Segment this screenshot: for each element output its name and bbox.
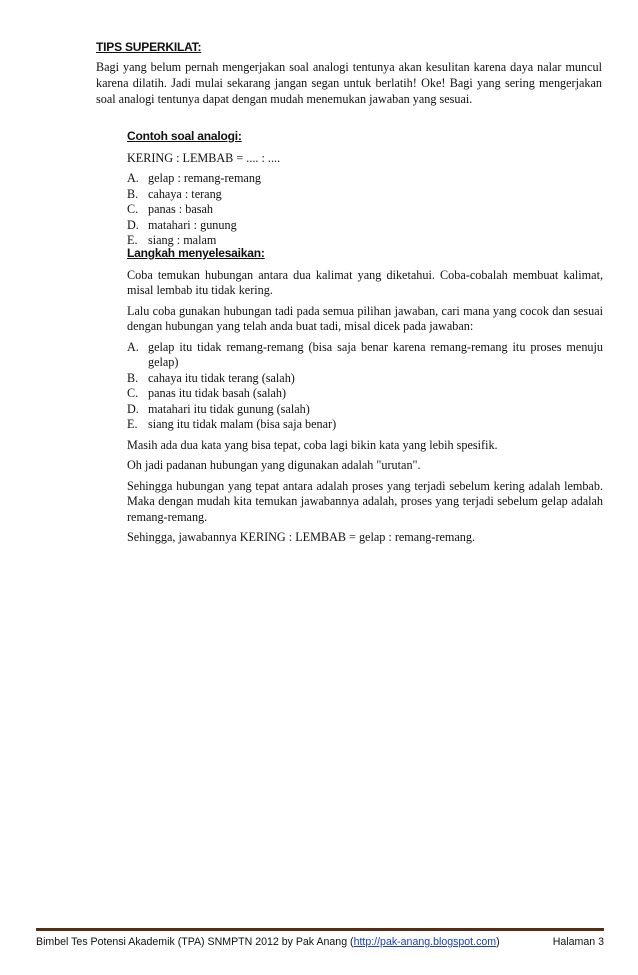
footer-credit <box>36 936 500 948</box>
solution-paragraph: Masih ada dua kata yang bisa tepat, coba lagi bikin kata yang lebih spesifik. <box>127 437 498 452</box>
check-letter: B. <box>127 370 139 385</box>
check-item <box>127 340 603 371</box>
footer-text-end: ) <box>496 936 500 948</box>
option-list <box>127 171 603 249</box>
option-item <box>127 202 603 218</box>
check-item <box>127 402 603 418</box>
solution-block <box>127 246 603 546</box>
check-letter: D. <box>127 401 139 416</box>
check-item <box>127 371 603 387</box>
check-text: panas itu tidak basah (salah) <box>148 386 287 400</box>
solution-paragraph: Lalu coba gunakan hubungan tadi pada semua pilihan jawaban, cari mana yang cocok dan sesuai dengan hubungan yang telah anda buat tadi, misal dicek pada jawaban: <box>127 303 603 333</box>
footer-text: Bimbel Tes Potensi Akademik (TPA) SNMPTN 2012 by Pak Anang ( <box>36 936 354 948</box>
example-title: Contoh soal analogi: <box>127 129 242 143</box>
solution-answer: Sehingga, jawabannya KERING : LEMBAB = gelap : remang-remang. <box>127 530 476 544</box>
option-letter: C. <box>127 202 139 216</box>
check-letter: E. <box>127 417 138 431</box>
option-letter: A. <box>127 171 139 185</box>
option-letter: D. <box>127 217 139 232</box>
option-letter: E. <box>127 233 138 247</box>
section-heading: TIPS SUPERKILAT: <box>96 40 202 54</box>
footer-link[interactable]: http://pak-anang.blogspot.com <box>353 936 497 948</box>
option-text: gelap : remang-remang <box>148 171 262 185</box>
option-text: panas : basah <box>148 202 213 216</box>
intro-paragraph: Bagi yang belum pernah mengerjakan soal analogi tentunya akan kesulitan karena daya nalar muncul karena dilatih. Jadi mulai sekarang jangan segan untuk berlatih! Oke! Bagi yang sering mengerjakan soal analogi tentunya dapat dengan mudah menemukan jawaban yang sesuai. <box>96 60 602 106</box>
example-block <box>127 129 603 249</box>
footer-divider <box>36 928 604 931</box>
check-text: gelap itu tidak remang-remang (bisa saja benar karena remang-remang itu proses menuju gelap) <box>148 339 603 369</box>
option-text: matahari : gunung <box>148 217 237 232</box>
solution-paragraph: Oh jadi padanan hubungan yang digunakan adalah "urutan". <box>127 458 421 472</box>
option-text: cahaya : terang <box>148 186 222 201</box>
page-footer <box>36 936 604 948</box>
check-list <box>127 340 603 433</box>
solution-paragraph: Sehingga hubungan yang tepat antara adalah proses yang terjadi sebelum kering adalah lembab. Maka dengan mudah kita temukan jawabannya adalah, proses yang terjadi sebelum gelap adalah remang-remang. <box>127 478 603 524</box>
solution-paragraph: Coba temukan hubungan antara dua kalimat yang diketahui. Coba-cobalah membuat kalimat, misal lembab itu tidak kering. <box>127 267 603 297</box>
option-item <box>127 218 603 234</box>
check-item <box>127 386 603 402</box>
example-question: KERING : LEMBAB = .... : .... <box>127 150 281 165</box>
check-text: cahaya itu tidak terang (salah) <box>148 370 295 385</box>
option-item <box>127 171 603 187</box>
check-text: siang itu tidak malam (bisa saja benar) <box>148 417 337 431</box>
check-text: matahari itu tidak gunung (salah) <box>148 401 310 416</box>
option-item <box>127 187 603 203</box>
check-letter: C. <box>127 386 139 400</box>
option-letter: B. <box>127 186 139 201</box>
page-number: Halaman 3 <box>552 936 604 948</box>
check-item <box>127 417 603 433</box>
solution-title: Langkah menyelesaikan: <box>127 246 265 260</box>
check-letter: A. <box>127 339 139 354</box>
option-text: siang : malam <box>148 233 217 247</box>
